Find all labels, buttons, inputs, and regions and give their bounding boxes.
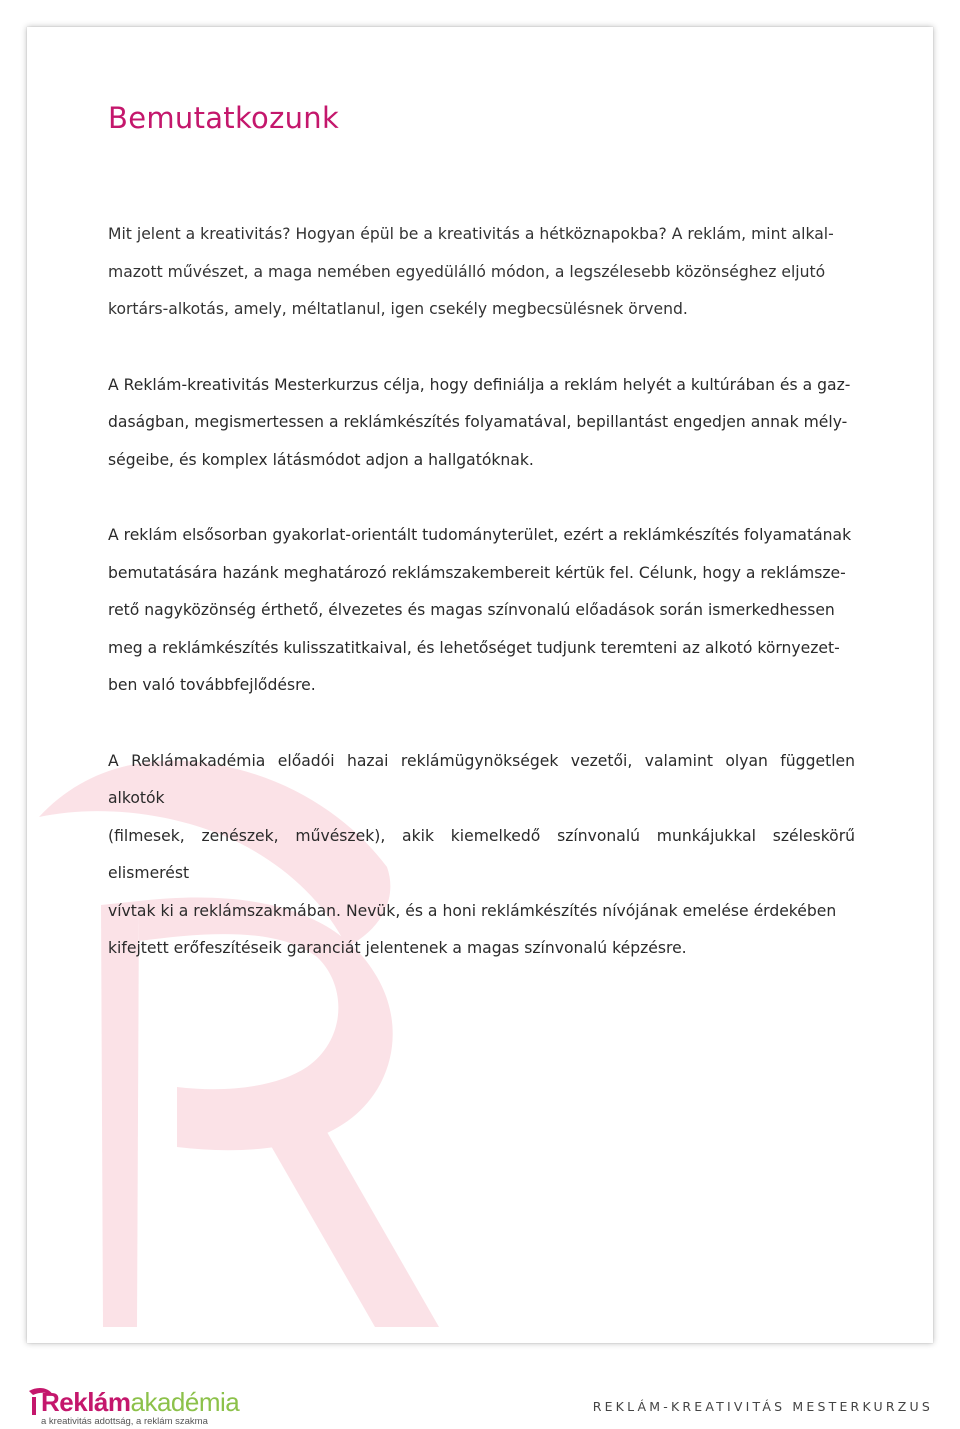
logo-tagline: a kreativitás adottság, a reklám szakma [41,1416,208,1427]
logo-word-reklam: Reklám [41,1387,131,1417]
reklamakademia-logo [27,1385,240,1429]
lecturers-paragraph: A Reklámakadémia előadói hazai reklámügynökségek vezetői, valamint olyan független alkotók (filmesek, zenészek, művészek), akik kiemelkedő színvonalú munkájukkal széleskörű elismerést vívtak ki a reklámszakmában. Nevük, és a honi reklámkészítés nívójának emelése érdekében kifejtett erőfeszítéseik garanciát jelentenek a magas színvonalú képzésre. [108,751,855,957]
logo-word-akademia: akadémia [130,1387,240,1417]
page-title: Bemutatkozunk [108,101,340,135]
course-name: REKLÁM-KREATIVITÁS MESTERKURZUS [592,1399,933,1414]
practice-paragraph: A reklám elsősorban gyakorlat-orientált tudományterület, ezért a reklámkészítés folyamatának bemutatására hazánk meghatározó reklámszakembereit kértük fel. Célunk, hogy a reklámsze- rető nagyközönség érthető, élvezetes és magas színvonalú előadások során ismerkedhessen meg a reklámkészítés kulisszatitkaival, és lehetőséget tudjunk teremteni az alkotó környezet- ben való továbbfejlődésre. [108,526,852,694]
intro-paragraph: Mit jelent a kreativitás? Hogyan épül be a kreativitás a hétköznapokba? A reklám, mint alkal- mazott művészet, a maga nemében egyedülálló módon, a legszélesebb közönséghez eljutó kortárs-alkotás, amely, méltatlanul, igen csekély megbecsülésnek örvend. [108,225,834,318]
body-text [108,216,855,1006]
course-goal-paragraph: A Reklám-kreativitás Mesterkurzus célja, hogy definiálja a reklám helyét a kultúrában és a gaz- daságban, megismertessen a reklámkészítés folyamatával, bepillantást engedjen annak mély- ségeibe, és komplex látásmódot adjon a hallgatóknak. [108,375,851,469]
document-page [27,27,933,1343]
logo-wordmark [41,1387,239,1417]
